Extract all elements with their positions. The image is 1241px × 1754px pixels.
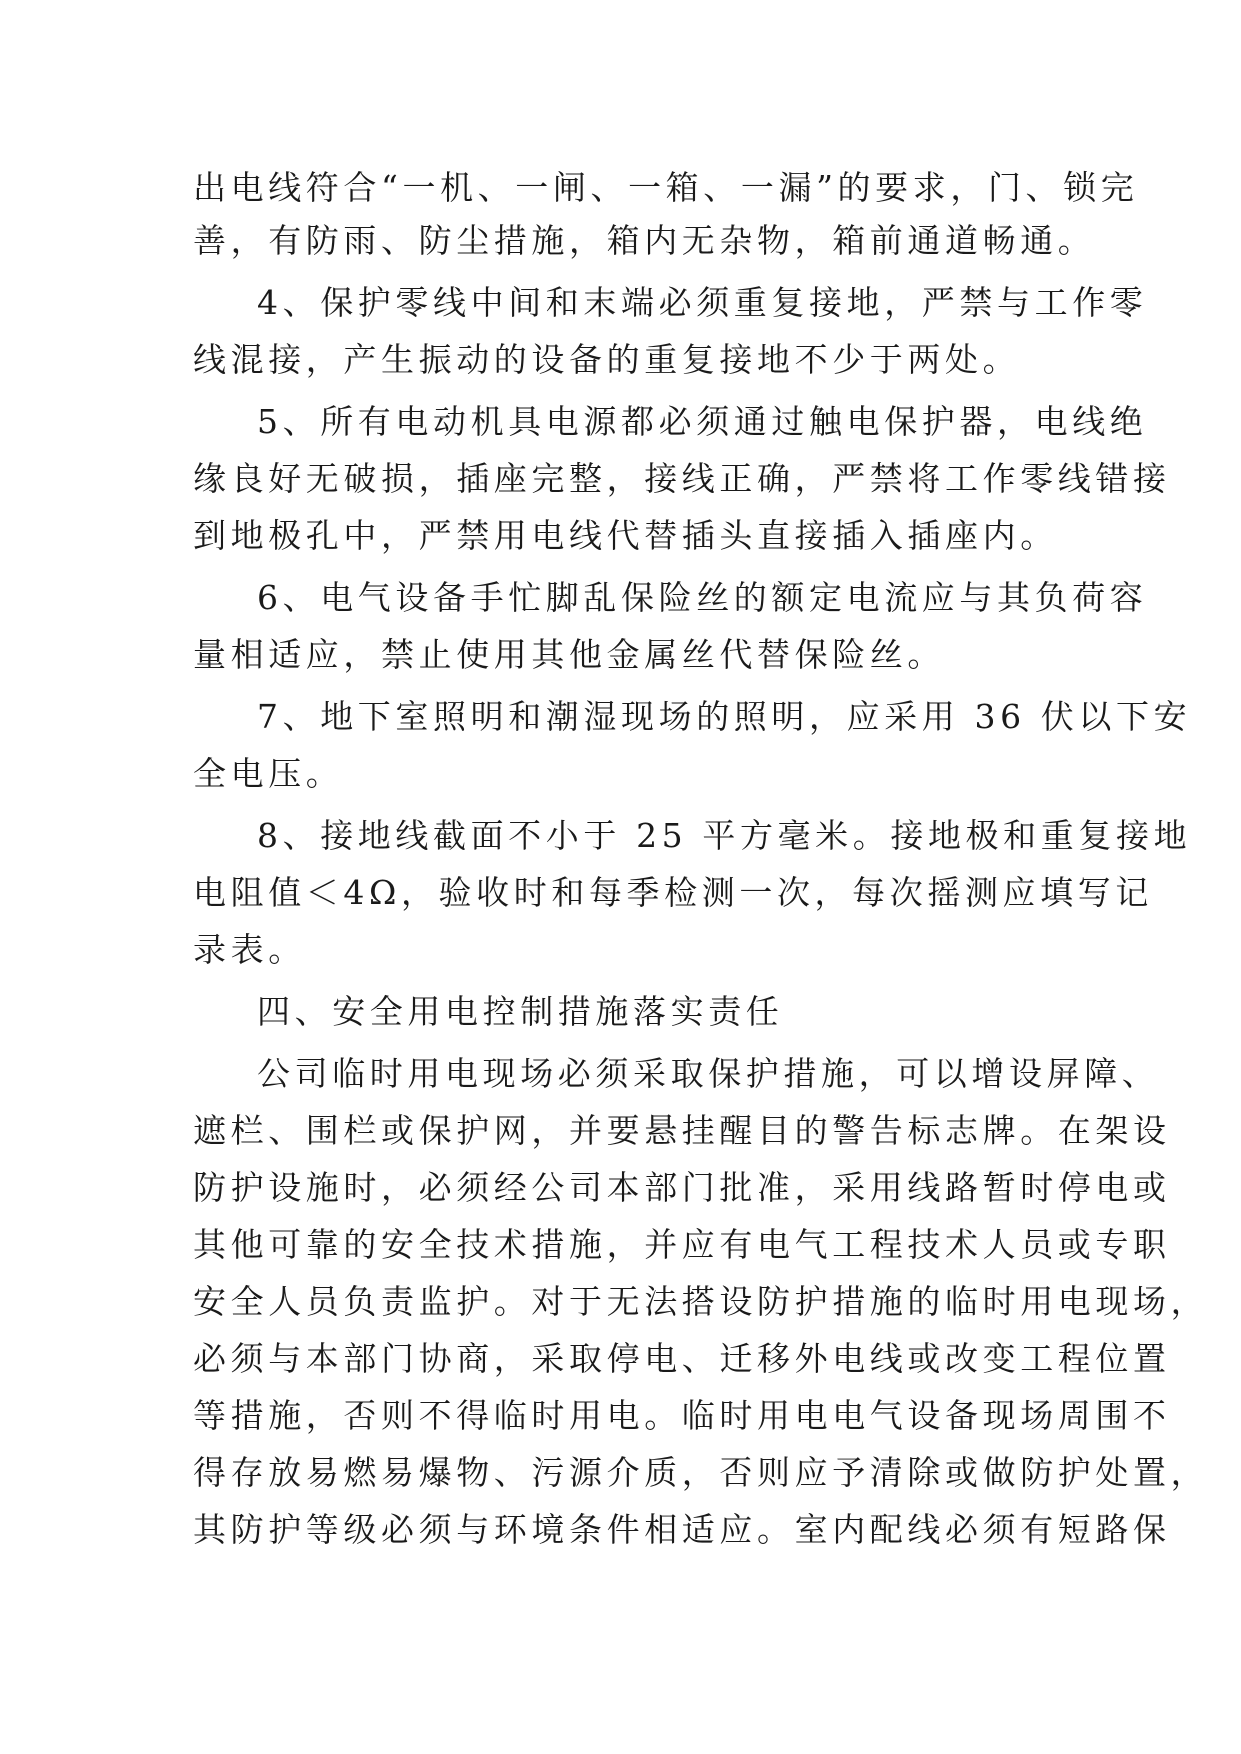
text-line: 线混接，产生振动的设备的重复接地不少于两处。	[193, 340, 1021, 379]
text-line: 善，有防雨、防尘措施，箱内无杂物，箱前通道畅通。	[193, 221, 1096, 260]
text-line: 公司临时用电现场必须采取保护措施，可以增设屏障、	[257, 1054, 1160, 1093]
text-line: 遮栏、围栏或保护网，并要悬挂醒目的警告标志牌。在架设	[193, 1111, 1171, 1150]
text-line: 得存放易燃易爆物、污源介质，否则应予清除或做防护处置，	[193, 1453, 1209, 1492]
text-line: 其他可靠的安全技术措施，并应有电气工程技术人员或专职	[193, 1225, 1171, 1264]
text-line: 5、所有电动机具电源都必须通过触电保护器，电线绝	[257, 402, 1148, 441]
text-line: 录表。	[193, 930, 306, 969]
text-line: 电阻值＜4Ω，验收时和每季检测一次，每次摇测应填写记	[193, 873, 1153, 912]
text-line: 出电线符合“一机、一闸、一箱、一漏”的要求，门、锁完	[193, 168, 1139, 207]
text-line: 8、接地线截面不小于 25 平方毫米。接地极和重复接地	[257, 816, 1192, 855]
text-line: 到地极孔中，严禁用电线代替插头直接插入插座内。	[193, 516, 1058, 555]
text-line: 全电压。	[193, 754, 344, 793]
text-line: 等措施，否则不得临时用电。临时用电电气设备现场周围不	[193, 1396, 1171, 1435]
text-line: 安全人员负责监护。对于无法搭设防护措施的临时用电现场，	[193, 1282, 1209, 1321]
text-line: 必须与本部门协商，采取停电、迁移外电线或改变工程位置	[193, 1339, 1171, 1378]
text-line: 缘良好无破损，插座完整，接线正确，严禁将工作零线错接	[193, 459, 1171, 498]
text-line: 防护设施时，必须经公司本部门批准，采用线路暂时停电或	[193, 1168, 1171, 1207]
text-line: 其防护等级必须与环境条件相适应。室内配线必须有短路保	[193, 1510, 1171, 1549]
text-line: 7、地下室照明和潮湿现场的照明，应采用 36 伏以下安	[257, 697, 1192, 736]
section-heading: 四、安全用电控制措施落实责任	[257, 992, 784, 1031]
text-line: 4、保护零线中间和末端必须重复接地，严禁与工作零	[257, 283, 1148, 322]
text-line: 量相适应，禁止使用其他金属丝代替保险丝。	[193, 635, 945, 674]
text-line: 6、电气设备手忙脚乱保险丝的额定电流应与其负荷容	[257, 578, 1148, 617]
